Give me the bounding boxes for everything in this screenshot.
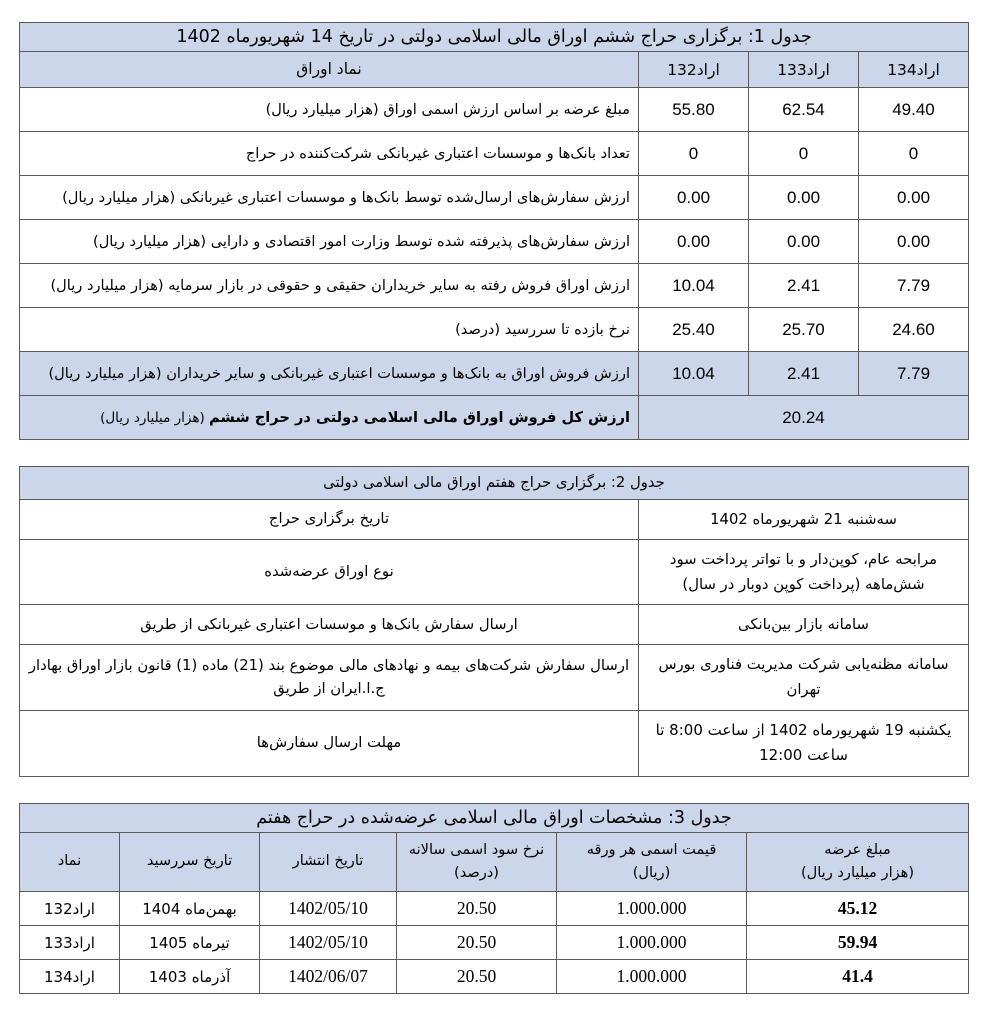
table-1-r5-label: نرخ بازده تا سررسید (درصد) (19, 308, 638, 352)
table-1-total-label (19, 396, 638, 440)
table-3-col-header-maturity-date: تاریخ سررسید (120, 832, 260, 892)
table-row (19, 220, 968, 264)
table-1-r0-c1: 55.80 (639, 88, 749, 132)
table-3-r1-symbol: اراد133 (19, 926, 119, 960)
table-2-r2-value: سامانه بازار بین‌بانکی (639, 605, 969, 645)
table-row (19, 499, 968, 539)
table-3-r2-symbol: اراد134 (19, 960, 119, 994)
table-3-offered-securities-specs (19, 803, 969, 995)
table-3-r2-issue-date: 1402/06/07 (260, 960, 397, 994)
table-2-r0-value: سه‌شنبه 21 شهریورماه 1402 (639, 499, 969, 539)
table-3-col-header-face-value (557, 832, 747, 892)
table-row (19, 352, 968, 396)
table-2-r4-value: یکشنبه 19 شهریورماه 1402 از ساعت 8:00 تا ساعت 12:00 (639, 710, 969, 776)
table-3-r0-maturity-date: بهمن‌ماه 1404 (120, 892, 260, 926)
table-3-col-header-offer-amount-line2: (هزار میلیارد ریال) (800, 863, 915, 881)
table-row (19, 926, 968, 960)
table-1-total-value: 20.24 (639, 396, 969, 440)
table-1-header-row (19, 52, 968, 88)
table-row (19, 132, 968, 176)
table-1-auction-six-results (19, 22, 969, 440)
table-3-r2-nominal-rate: 20.50 (397, 960, 557, 994)
table-2-r0-label: تاریخ برگزاری حراج (19, 499, 638, 539)
table-1-r6-c1: 10.04 (639, 352, 749, 396)
table-3-r1-maturity-date: تیرماه 1405 (120, 926, 260, 960)
table-2-title: جدول 2: برگزاری حراج هفتم اوراق مالی اسلامی دولتی (19, 467, 968, 500)
table-1-r3-c3: 0.00 (859, 220, 969, 264)
table-3-r2-maturity-date: آذرماه 1403 (120, 960, 260, 994)
table-2-r3-value: سامانه مظنه‌یابی شرکت مدیریت فناوری بورس تهران (639, 645, 969, 710)
table-row (19, 710, 968, 776)
table-3-col-header-offer-amount (747, 832, 969, 892)
table-3-col-header-nominal-rate-line1: نرخ سود اسمی سالانه (408, 840, 545, 858)
table-3-title-row (19, 803, 968, 832)
table-1-col-header-arad134: اراد134 (859, 52, 969, 88)
table-3-col-header-face-value-line2: (ریال) (632, 863, 671, 881)
table-1-r1-c2: 0 (749, 132, 859, 176)
table-row (19, 264, 968, 308)
table-1-r5-c3: 24.60 (859, 308, 969, 352)
table-3-col-header-offer-amount-line1: مبلغ عرضه (824, 840, 891, 858)
table-1-r0-label: مبلغ عرضه بر اساس ارزش اسمی اوراق (هزار میلیارد ریال) (19, 88, 638, 132)
table-1-r5-c1: 25.40 (639, 308, 749, 352)
table-2-r4-label: مهلت ارسال سفارش‌ها (19, 710, 638, 776)
table-2-title-row (19, 467, 968, 500)
table-1-r2-label: ارزش سفارش‌های ارسال‌شده توسط بانک‌ها و موسسات اعتباری غیربانکی (هزار میلیارد ریال) (19, 176, 638, 220)
table-3-r2-face-value: 1.000.000 (557, 960, 747, 994)
table-1-r4-c3: 7.79 (859, 264, 969, 308)
table-1-r2-c1: 0.00 (639, 176, 749, 220)
table-1-r0-c3: 49.40 (859, 88, 969, 132)
table-1-r2-c2: 0.00 (749, 176, 859, 220)
table-row (19, 960, 968, 994)
table-1-r0-c2: 62.54 (749, 88, 859, 132)
table-1-r6-c2: 2.41 (749, 352, 859, 396)
table-row (19, 539, 968, 604)
table-1-r3-label: ارزش سفارش‌های پذیرفته شده توسط وزارت امور اقتصادی و دارایی (هزار میلیارد ریال) (19, 220, 638, 264)
table-row (19, 892, 968, 926)
table-1-title-row (19, 23, 968, 52)
table-1-total-row (19, 396, 968, 440)
table-gap-1 (20, 440, 969, 466)
table-3-r1-issue-date: 1402/05/10 (260, 926, 397, 960)
table-1-total-label-main: ارزش کل فروش اوراق مالی اسلامی دولتی در حراج ششم (209, 408, 630, 426)
table-1-r4-label: ارزش اوراق فروش رفته به سایر خریداران حقیقی و حقوقی در بازار سرمایه (هزار میلیارد ریال) (19, 264, 638, 308)
table-3-r0-offer-amount: 45.12 (747, 892, 969, 926)
table-3-r0-issue-date: 1402/05/10 (260, 892, 397, 926)
table-1-header-label: نماد اوراق (19, 52, 638, 88)
table-3-col-header-issue-date: تاریخ انتشار (260, 832, 397, 892)
table-3-r0-face-value: 1.000.000 (557, 892, 747, 926)
table-2-r1-label: نوع اوراق عرضه‌شده (19, 539, 638, 604)
table-2-r2-label: ارسال سفارش بانک‌ها و موسسات اعتباری غیربانکی از طریق (19, 605, 638, 645)
table-1-r5-c2: 25.70 (749, 308, 859, 352)
table-1-r3-c2: 0.00 (749, 220, 859, 264)
table-1-r3-c1: 0.00 (639, 220, 749, 264)
table-1-r1-label: تعداد بانک‌ها و موسسات اعتباری غیربانکی شرکت‌کننده در حراج (19, 132, 638, 176)
table-2-auction-seven-announcement (19, 466, 969, 777)
table-2-r3-label: ارسال سفارش شرکت‌های بیمه و نهادهای مالی موضوع بند (21) ماده (1) قانون بازار اوراق بهادار ج.ا.ایران از طریق (19, 645, 638, 710)
table-3-r1-face-value: 1.000.000 (557, 926, 747, 960)
table-3-r2-offer-amount: 41.4 (747, 960, 969, 994)
table-1-r6-label: ارزش فروش اوراق به بانک‌ها و موسسات اعتباری غیربانکی و سایر خریداران (هزار میلیارد ریال) (19, 352, 638, 396)
table-row (19, 176, 968, 220)
table-row (19, 645, 968, 710)
table-1-r6-c3: 7.79 (859, 352, 969, 396)
table-1-col-header-arad132: اراد132 (639, 52, 749, 88)
table-3-r0-nominal-rate: 20.50 (397, 892, 557, 926)
table-3-title: جدول 3: مشخصات اوراق مالی اسلامی عرضه‌شده در حراج هفتم (19, 803, 968, 832)
table-1-title: جدول 1: برگزاری حراج ششم اوراق مالی اسلامی دولتی در تاریخ 14 شهریورماه 1402 (19, 23, 968, 52)
table-3-col-header-nominal-rate-line2: (درصد) (454, 863, 499, 881)
table-1-r4-c1: 10.04 (639, 264, 749, 308)
table-1-r1-c1: 0 (639, 132, 749, 176)
table-1-r2-c3: 0.00 (859, 176, 969, 220)
table-3-r0-symbol: اراد132 (19, 892, 119, 926)
table-2-r1-value: مرابحه عام، کوپن‌دار و با تواتر پرداخت سود شش‌ماهه (پرداخت کوپن دوبار در سال) (639, 539, 969, 604)
table-gap-2 (20, 777, 969, 803)
table-1-total-label-unit: (هزار میلیارد ریال) (100, 409, 210, 426)
table-3-col-header-symbol: نماد (19, 832, 119, 892)
table-3-r1-nominal-rate: 20.50 (397, 926, 557, 960)
table-3-col-header-face-value-line1: قیمت اسمی هر ورقه (586, 840, 717, 858)
table-row (19, 88, 968, 132)
table-row (19, 605, 968, 645)
table-3-header-row (19, 832, 968, 892)
table-3-r1-offer-amount: 59.94 (747, 926, 969, 960)
table-3-col-header-nominal-rate (397, 832, 557, 892)
table-row (19, 308, 968, 352)
table-1-r4-c2: 2.41 (749, 264, 859, 308)
table-1-r1-c3: 0 (859, 132, 969, 176)
table-1-col-header-arad133: اراد133 (749, 52, 859, 88)
